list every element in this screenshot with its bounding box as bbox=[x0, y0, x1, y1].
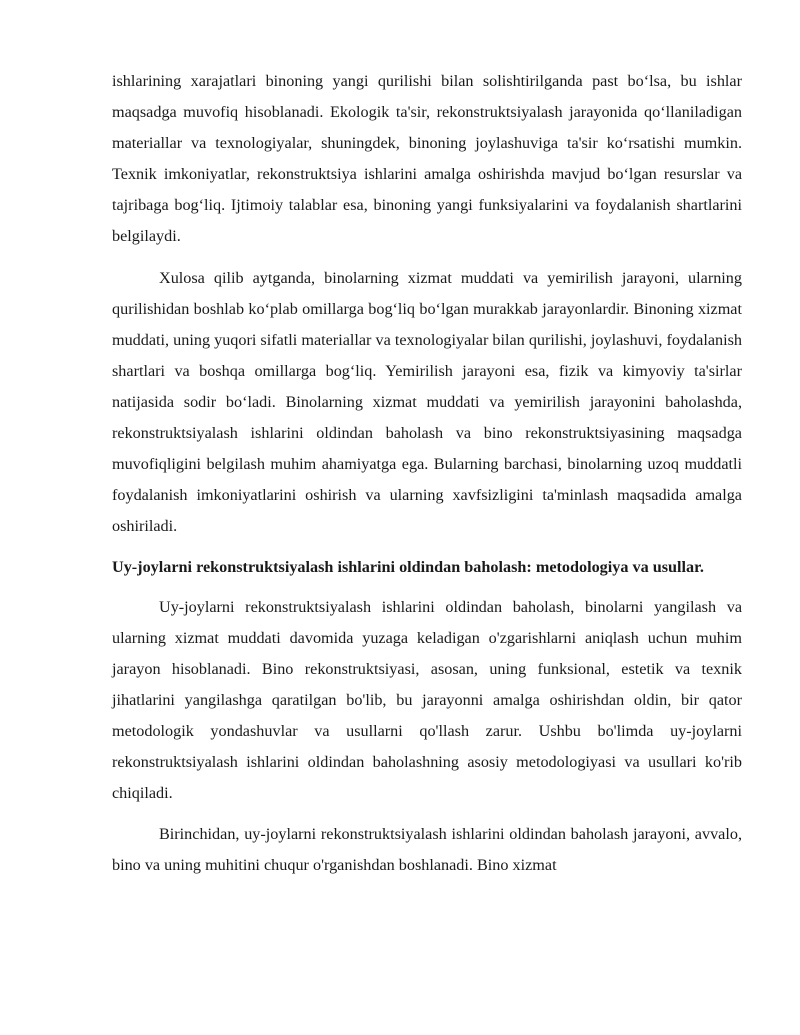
section-heading: Uy-joylarni rekonstruktsiyalash ishlarini oldindan baholash: metodologiya va usullar. bbox=[112, 558, 704, 577]
document-page bbox=[112, 66, 742, 881]
paragraph-continuation: ishlarining xarajatlari binoning yangi qurilishi bilan solishtirilganda past boʻlsa, bu ishlar maqsadga muvofiq hisoblanadi. Ekologik ta'sir, rekonstruktsiyalash jarayonida qoʻllaniladigan materiallar va texnologiyalar, shuningdek, binoning joylashuviga ta'sir koʻrsatishi mumkin. Texnik imkoniyatlar, rekonstruktsiya ishlarini amalga oshirishda mavjud boʻlgan resurslar va tajribaga bogʻliq. Ijtimoiy talablar esa, binoning yangi funksiyalarini va foydalanish shartlarini belgilaydi. bbox=[112, 72, 742, 246]
paragraph-section-intro: Uy-joylarni rekonstruktsiyalash ishlarini oldindan baholash, binolarni yangilash va ularning xizmat muddati davomida yuzaga keladigan o'zgarishlarni aniqlash uchun muhim jarayon hisoblanadi. Bino rekonstruktsiyasi, asosan, uning funksional, estetik va texnik jihatlarini yangilashga qaratilgan bo'lib, bu jarayonni amalga oshirishdan oldin, bir qator metodologik yondashuvlar va usullarni qo'llash zarur. Ushbu bo'limda uy-joylarni rekonstruktsiyalash ishlarini oldindan baholashning asosiy metodologiyasi va usullari ko'rib chiqiladi. bbox=[112, 597, 742, 803]
paragraph-section-first: Birinchidan, uy-joylarni rekonstruktsiyalash ishlarini oldindan baholash jarayoni, avvalo, bino va uning muhitini chuqur o'rganishdan boshlanadi. Bino xizmat bbox=[112, 825, 742, 875]
paragraph-conclusion: Xulosa qilib aytganda, binolarning xizmat muddati va yemirilish jarayoni, ularning qurilishidan boshlab koʻplab omillarga bogʻliq boʻlgan murakkab jarayonlardir. Binoning xizmat muddati, uning yuqori sifatli materiallar va texnologiyalar bilan qurilishi, joylashuvi, foydalanish shartlari va boshqa omillarga bogʻliq. Yemirilish jarayoni esa, fizik va kimyoviy ta'sirlar natijasida sodir boʻladi. Binolarning xizmat muddati va yemirilish jarayonini baholashda, rekonstruktsiyalash ishlarini oldindan baholash va bino rekonstruktsiyasining maqsadga muvofiqligini belgilash muhim ahamiyatga ega. Bularning barchasi, binolarning uzoq muddatli foydalanish imkoniyatlarini oshirish va ularning xavfsizligini ta'minlash maqsadida amalga oshiriladi. bbox=[112, 268, 742, 536]
